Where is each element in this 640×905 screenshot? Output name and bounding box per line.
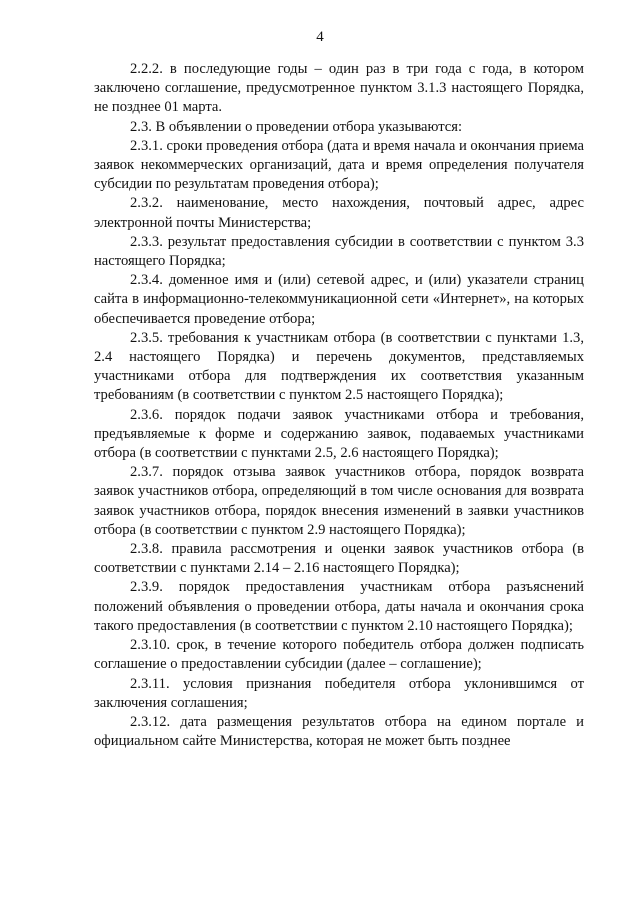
paragraph-2-3: 2.3. В объявлении о проведении отбора указываются: xyxy=(130,118,463,135)
paragraph-2-3-12: 2.3.12. дата размещения результатов отбора на едином портале и официальном сайте Министерства, которая не может быть позднее xyxy=(94,713,584,750)
paragraph-2-3-11: 2.3.11. условия признания победителя отбора уклонившимся от заключения соглашения; xyxy=(94,675,584,711)
paragraph-2-3-3: 2.3.3. результат предоставления субсидии в соответствии с пунктом 3.3 настоящего Порядка; xyxy=(94,233,584,270)
paragraph-2-3-9: 2.3.9. порядок предоставления участникам отбора разъяснений положений объявления о проведении отбора, даты начала и окончания срока такого предоставления (в соответствии с пунктом 2.10 настоящего Порядка); xyxy=(94,579,584,634)
paragraph-2-3-7: 2.3.7. порядок отзыва заявок участников отбора, порядок возврата заявок участников отбора, определяющий в том числе основания для возврата заявок участников отбора, порядок внесения изменений в заявки участников отбора (в соответствии с пунктом 2.9 настоящего Порядка); xyxy=(94,464,584,538)
paragraph-2-2-2: 2.2.2. в последующие годы – один раз в три года с года, в котором заключено соглашение, предусмотренное пунктом 3.1.3 настоящего Порядка, не позднее 01 марта. xyxy=(94,61,584,116)
paragraph-2-3-10: 2.3.10. срок, в течение которого победитель отбора должен подписать соглашение о предоставлении субсидии (далее – соглашение); xyxy=(94,637,584,673)
page-number: 4 xyxy=(316,29,324,45)
paragraph-2-3-2: 2.3.2. наименование, место нахождения, почтовый адрес, адрес электронной почты Министерства; xyxy=(94,195,584,231)
paragraph-2-3-1: 2.3.1. сроки проведения отбора (дата и время начала и окончания приема заявок некоммерческих организаций, дата и время определения получателя субсидии по результатам проведения отбора); xyxy=(94,137,584,193)
paragraph-2-3-4: 2.3.4. доменное имя и (или) сетевой адрес, и (или) указатели страниц сайта в информационно-телекоммуникационной сети «Интернет», на которых обеспечивается проведение отбора; xyxy=(94,272,584,327)
document-body xyxy=(94,60,584,751)
paragraph-2-3-6: 2.3.6. порядок подачи заявок участниками отбора и требования, предъявляемые к форме и содержанию заявок, подаваемых участниками отбора (в соответствии с пунктами 2.5, 2.6 настоящего Порядка); xyxy=(94,406,584,462)
paragraph-2-3-5: 2.3.5. требования к участникам отбора (в соответствии с пунктами 1.3, 2.4 настоящего Порядка) и перечень документов, представляемых участниками отбора для подтверждения их соответствия указанным требованиям (в соответствии с пунктом 2.5 настоящего Порядка); xyxy=(94,329,584,404)
paragraph-2-3-8: 2.3.8. правила рассмотрения и оценки заявок участников отбора (в соответствии с пунктами 2.14 – 2.16 настоящего Порядка); xyxy=(94,541,584,577)
